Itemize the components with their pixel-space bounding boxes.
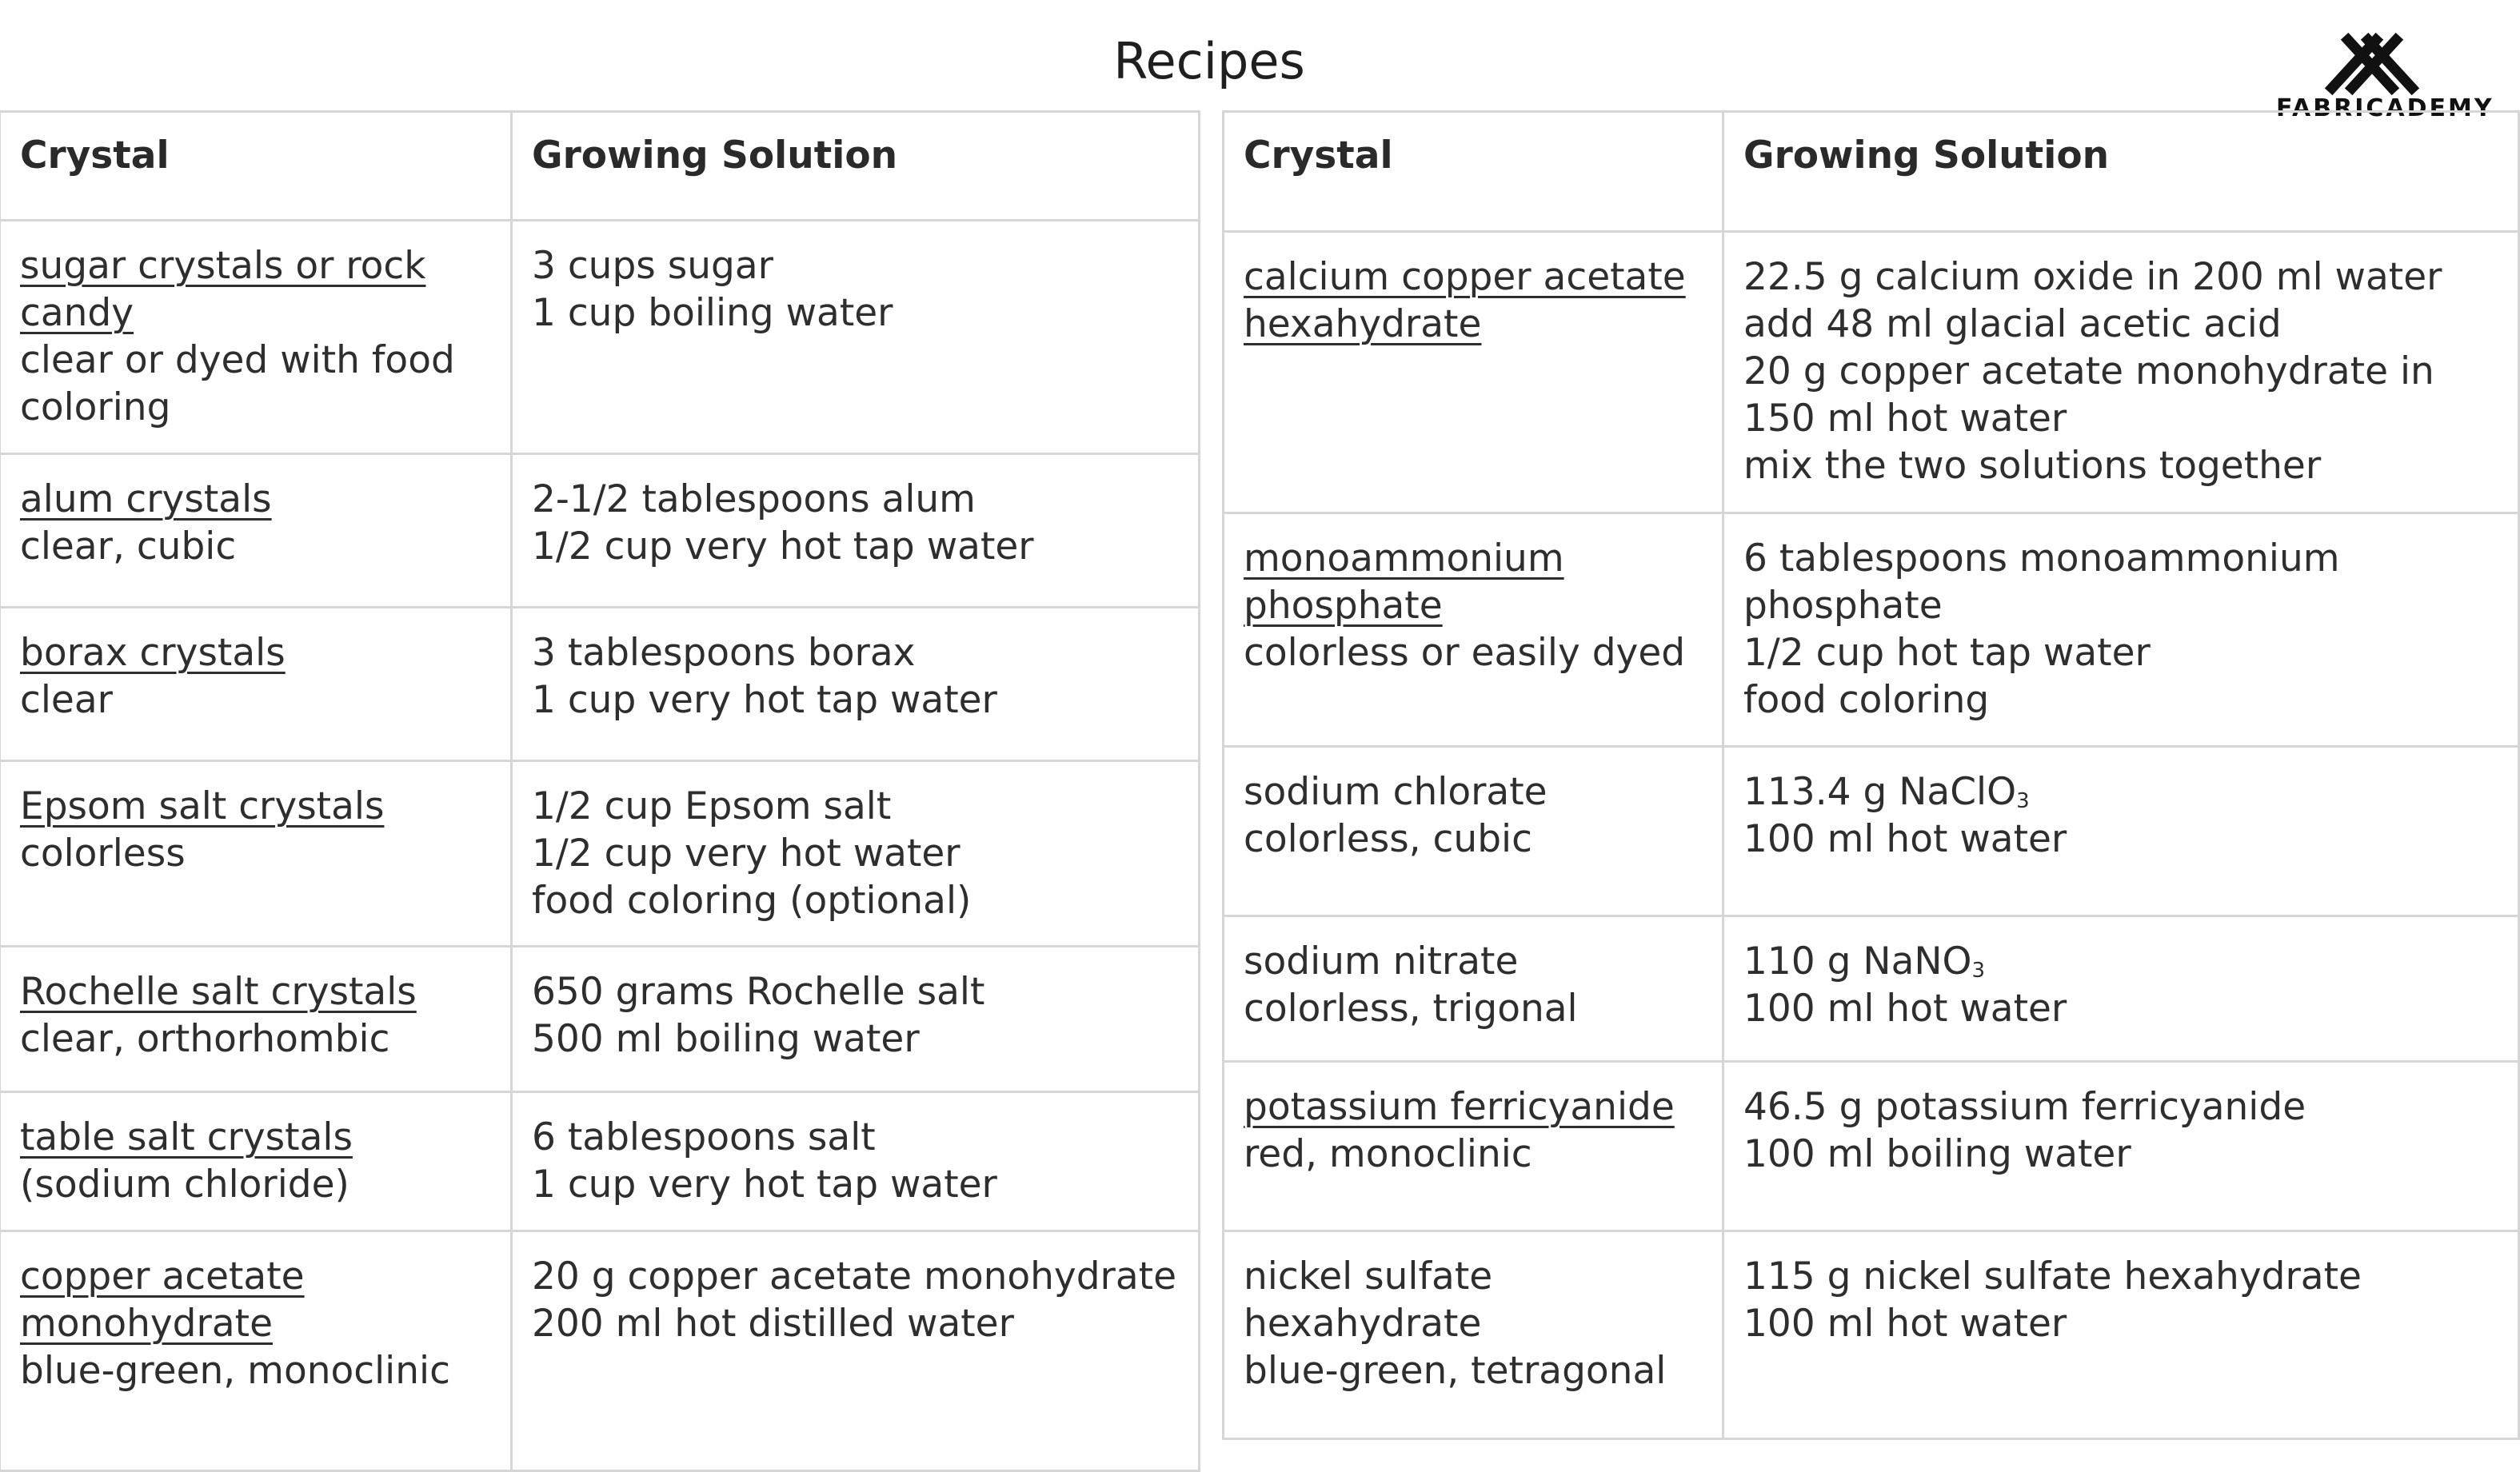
table-row [1224, 1231, 2519, 1439]
solution-line: 1/2 cup hot tap water [1743, 631, 2151, 675]
table-row [0, 1231, 1200, 1471]
solution-line: 100 ml boiling water [1743, 1132, 2131, 1176]
solution-line: 3 tablespoons borax [532, 631, 916, 675]
crystal-name: sodium nitrate [1244, 939, 1519, 983]
crystal-description: clear, cubic [20, 525, 237, 568]
solution-line: 1 cup very hot tap water [532, 1163, 997, 1207]
table-row [0, 1092, 1200, 1231]
table-header-row [1224, 112, 2519, 232]
solution-cell [1723, 232, 2519, 513]
crystal-cell [1224, 1062, 1723, 1231]
crystal-link[interactable]: table salt crystals [20, 1115, 353, 1159]
crystal-link[interactable]: calcium copper acetate hexahydrate [1244, 255, 1686, 346]
crystal-cell [0, 221, 512, 454]
header-crystal: Crystal [0, 112, 512, 221]
solution-line: 20 g copper acetate monohydrate in 150 ml hot water [1743, 349, 2434, 441]
recipes-table-right [1222, 110, 2520, 1440]
solution-cell [512, 1231, 1200, 1471]
solution-line: 3 cups sugar [532, 244, 773, 288]
crystal-description: blue-green, tetragonal [1244, 1349, 1667, 1393]
solution-formula-line [1743, 768, 2498, 816]
solution-line: 100 ml hot water [1743, 1302, 2067, 1346]
solution-line: mix the two solutions together [1743, 444, 2322, 488]
solution-line: 500 ml boiling water [532, 1017, 920, 1061]
crystal-description: colorless or easily dyed [1244, 631, 1686, 675]
table-row [1224, 513, 2519, 747]
crystal-description: red, monoclinic [1244, 1132, 1532, 1176]
crystal-cell [0, 608, 512, 761]
crystal-cell [0, 761, 512, 947]
solution-cell [1723, 513, 2519, 747]
table-header-row [0, 112, 1200, 221]
crystal-link[interactable]: Epsom salt crystals [20, 784, 385, 828]
solution-cell [512, 608, 1200, 761]
header-growing-solution: Growing Solution [512, 112, 1200, 221]
crystal-link[interactable]: potassium ferricyanide [1244, 1085, 1675, 1129]
solution-line: 46.5 g potassium ferricyanide [1743, 1085, 2306, 1129]
crystal-description: colorless, cubic [1244, 817, 1532, 861]
crystal-cell [1224, 232, 1723, 513]
formula-subscript: 3 [1971, 959, 1986, 983]
table-row [0, 761, 1200, 947]
crystal-description: colorless, trigonal [1244, 987, 1578, 1031]
page-title: Recipes [1113, 32, 1305, 90]
logo-text: FABRICADEMY [2276, 94, 2494, 122]
table-row [0, 608, 1200, 761]
solution-line: 1 cup very hot tap water [532, 678, 997, 722]
crystal-description: clear or dyed with food coloring [20, 338, 455, 429]
solution-line: 20 g copper acetate monohydrate [532, 1255, 1177, 1298]
crystal-description: blue-green, monoclinic [20, 1349, 450, 1393]
solution-line: 113.4 g NaClO [1743, 770, 2017, 814]
table-row [0, 221, 1200, 454]
crystal-description: (sodium chloride) [20, 1163, 349, 1207]
solution-cell [512, 1092, 1200, 1231]
solution-cell [512, 947, 1200, 1092]
recipes-table-left [0, 110, 1200, 1472]
crystal-description: clear [20, 678, 113, 722]
solution-cell [512, 761, 1200, 947]
solution-line: add 48 ml glacial acetic acid [1743, 302, 2282, 346]
table-row [0, 454, 1200, 608]
solution-line: 650 grams Rochelle salt [532, 970, 985, 1014]
crystal-cell [1224, 747, 1723, 916]
crystal-link[interactable]: alum crystals [20, 477, 272, 521]
solution-cell [1723, 1231, 2519, 1439]
solution-line: food coloring (optional) [532, 879, 972, 923]
solution-line: 22.5 g calcium oxide in 200 ml water [1743, 255, 2442, 299]
solution-cell [1723, 1062, 2519, 1231]
solution-line: 100 ml hot water [1743, 987, 2067, 1031]
table-row [1224, 747, 2519, 916]
crystal-cell [0, 947, 512, 1092]
crystal-name: nickel sulfate hexahydrate [1244, 1255, 1493, 1346]
crystal-cell [1224, 916, 1723, 1062]
solution-line: 115 g nickel sulfate hexahydrate [1743, 1255, 2362, 1298]
table-row [1224, 232, 2519, 513]
solution-cell [1723, 916, 2519, 1062]
crystal-description: clear, orthorhombic [20, 1017, 390, 1061]
crystal-link[interactable]: monoammonium phosphate [1244, 537, 1564, 628]
crystal-link[interactable]: borax crystals [20, 631, 286, 675]
fabricademy-logo [2276, 24, 2494, 122]
solution-line: 1/2 cup very hot water [532, 832, 960, 876]
fabricademy-logo-icon [2316, 24, 2428, 96]
crystal-name: sodium chlorate [1244, 770, 1548, 814]
header-growing-solution: Growing Solution [1723, 112, 2519, 232]
crystal-cell [0, 1092, 512, 1231]
solution-line: 110 g NaNO [1743, 939, 1972, 983]
crystal-cell [1224, 1231, 1723, 1439]
solution-line: 100 ml hot water [1743, 817, 2067, 861]
crystal-link[interactable]: sugar crystals or rock candy [20, 244, 426, 335]
crystal-description: colorless [20, 832, 186, 876]
solution-cell [512, 221, 1200, 454]
crystal-link[interactable]: copper acetate monohydrate [20, 1255, 305, 1346]
crystal-cell [0, 454, 512, 608]
table-row [1224, 1062, 2519, 1231]
crystal-cell [0, 1231, 512, 1471]
crystal-cell [1224, 513, 1723, 747]
table-row [1224, 916, 2519, 1062]
solution-cell [1723, 747, 2519, 916]
header-crystal: Crystal [1224, 112, 1723, 232]
table-row [0, 947, 1200, 1092]
formula-subscript: 3 [2016, 789, 2030, 813]
solution-line: 1/2 cup Epsom salt [532, 784, 892, 828]
solution-line: 1 cup boiling water [532, 291, 893, 335]
solution-line: 6 tablespoons salt [532, 1115, 876, 1159]
solution-line: 6 tablespoons monoammonium phosphate [1743, 537, 2340, 628]
solution-formula-line [1743, 938, 2498, 985]
solution-line: 2-1/2 tablespoons alum [532, 477, 976, 521]
crystal-link[interactable]: Rochelle salt crystals [20, 970, 417, 1014]
solution-cell [512, 454, 1200, 608]
solution-line: 1/2 cup very hot tap water [532, 525, 1034, 568]
solution-line: food coloring [1743, 678, 1990, 722]
solution-line: 200 ml hot distilled water [532, 1302, 1014, 1346]
